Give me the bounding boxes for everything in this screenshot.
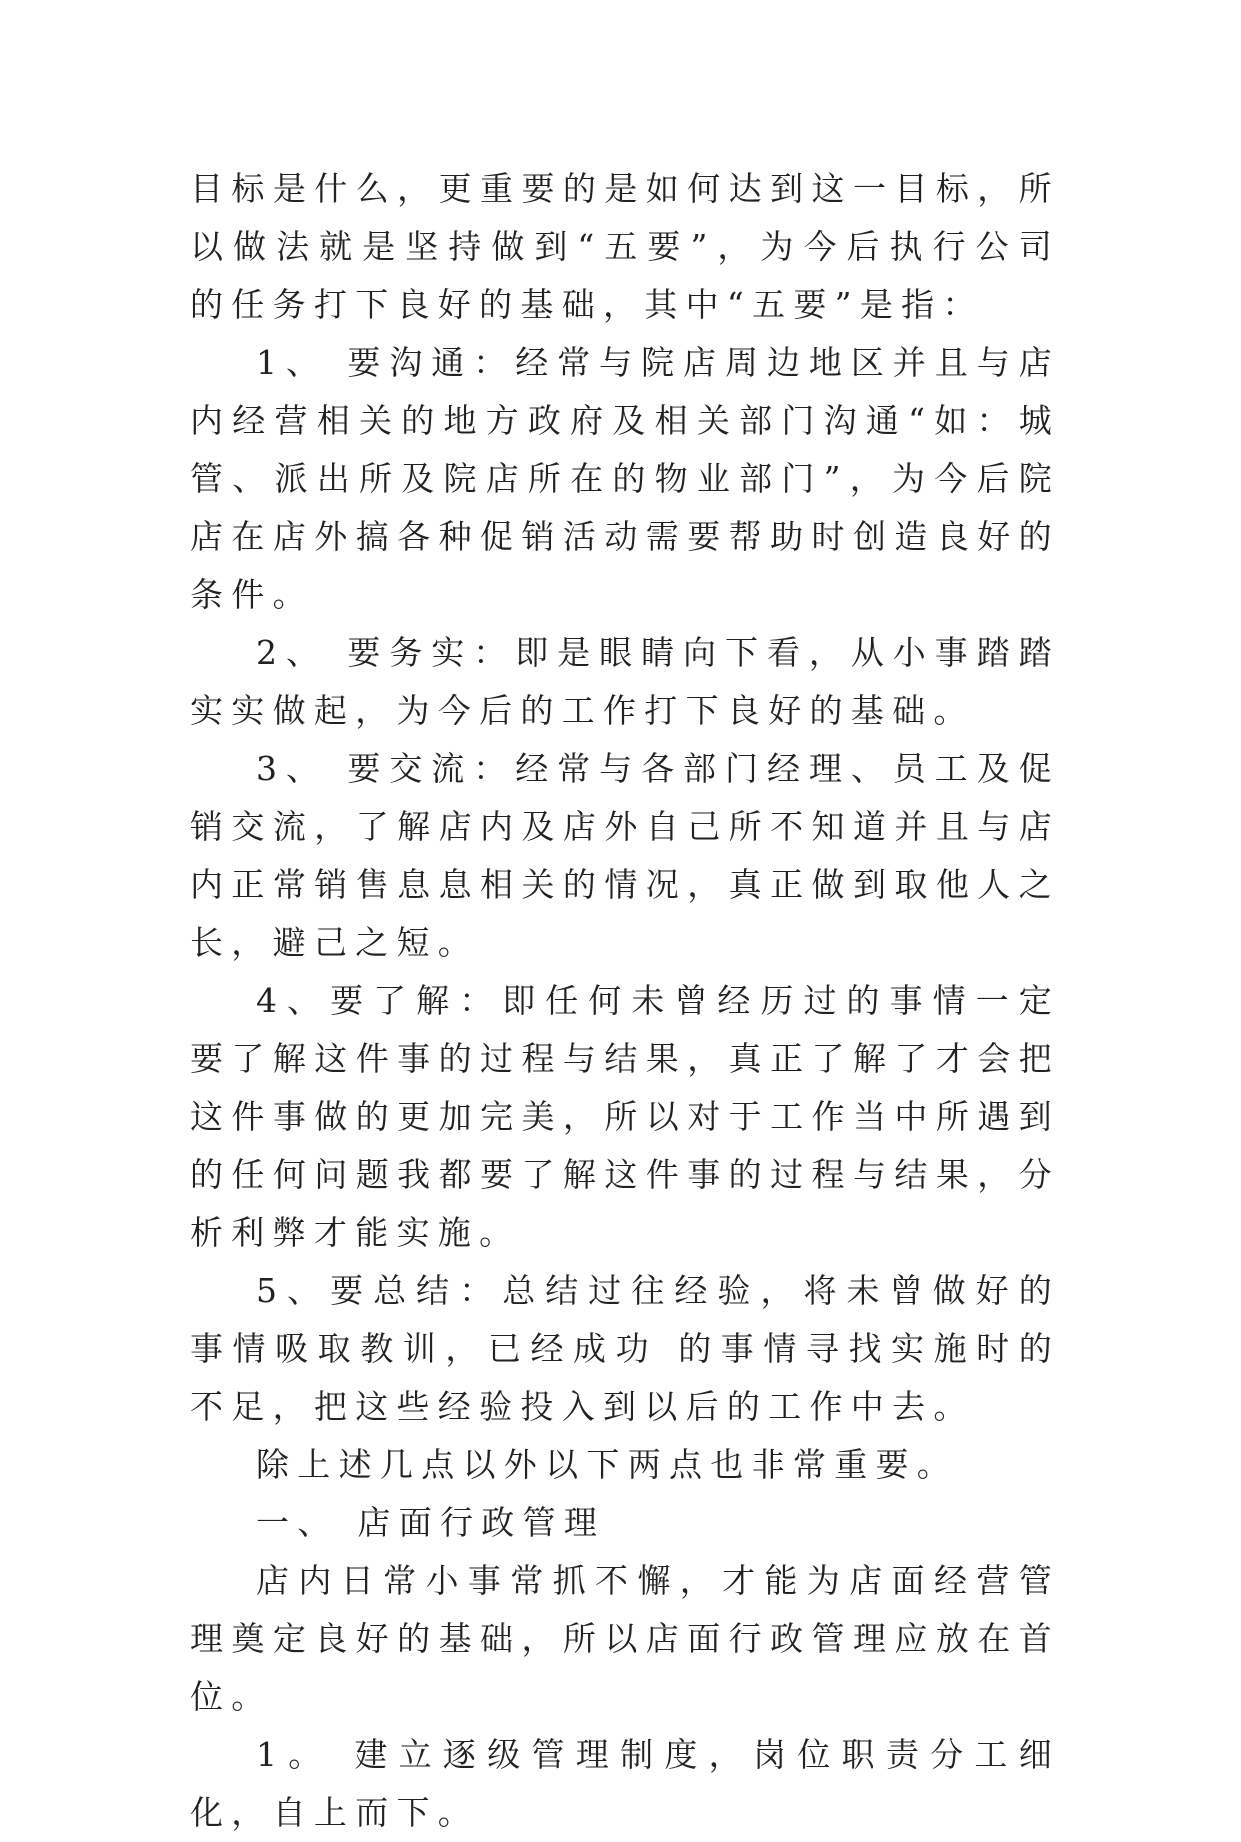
paragraph-item-practical: 2、 要务实：即是眼睛向下看，从小事踏踏实实做起，为今后的工作打下良好的基础。: [190, 633, 1060, 730]
paragraph-item-exchange: 3、 要交流：经常与各部门经理、员工及促销交流，了解店内及店外自己所不知道并且与店内正常销售息息相关的情况，真正做到取他人之长，避己之短。: [190, 749, 1060, 962]
section-heading-admin: 一、 店面行政管理: [256, 1503, 606, 1542]
document-body: [190, 160, 1060, 1842]
paragraph-admin-intro: 店内日常小事常抓不懈，才能为店面经营管理奠定良好的基础，所以店面行政管理应放在首位。: [190, 1561, 1060, 1716]
paragraph-item-summarize: 5、要总结：总结过往经验，将未曾做好的事情吸取教训，已经成功 的事情寻找实施时的不足，把这些经验投入到以后的工作中去。: [190, 1271, 1060, 1426]
paragraph-item-communicate: 1、 要沟通：经常与院店周边地区并且与店内经营相关的地方政府及相关部门沟通“如：城管、派出所及院店所在的物业部门”，为今后院店在店外搞各种促销活动需要帮助时创造良好的条件。: [190, 343, 1060, 614]
paragraph-admin-item-1: 1。 建立逐级管理制度，岗位职责分工细化，自上而下。: [190, 1735, 1060, 1832]
paragraph-transition: 除上述几点以外以下两点也非常重要。: [256, 1445, 959, 1484]
paragraph-item-understand: 4、要了解：即任何未曾经历过的事情一定要了解这件事的过程与结果，真正了解了才会把这件事做的更加完美，所以对于工作当中所遇到的任何问题我都要了解这件事的过程与结果，分析利弊才能实施。: [190, 981, 1060, 1252]
paragraph-intro: 目标是什么，更重要的是如何达到这一目标，所以做法就是坚持做到“五要”，为今后执行公司的任务打下良好的基础，其中“五要”是指：: [190, 169, 1060, 324]
